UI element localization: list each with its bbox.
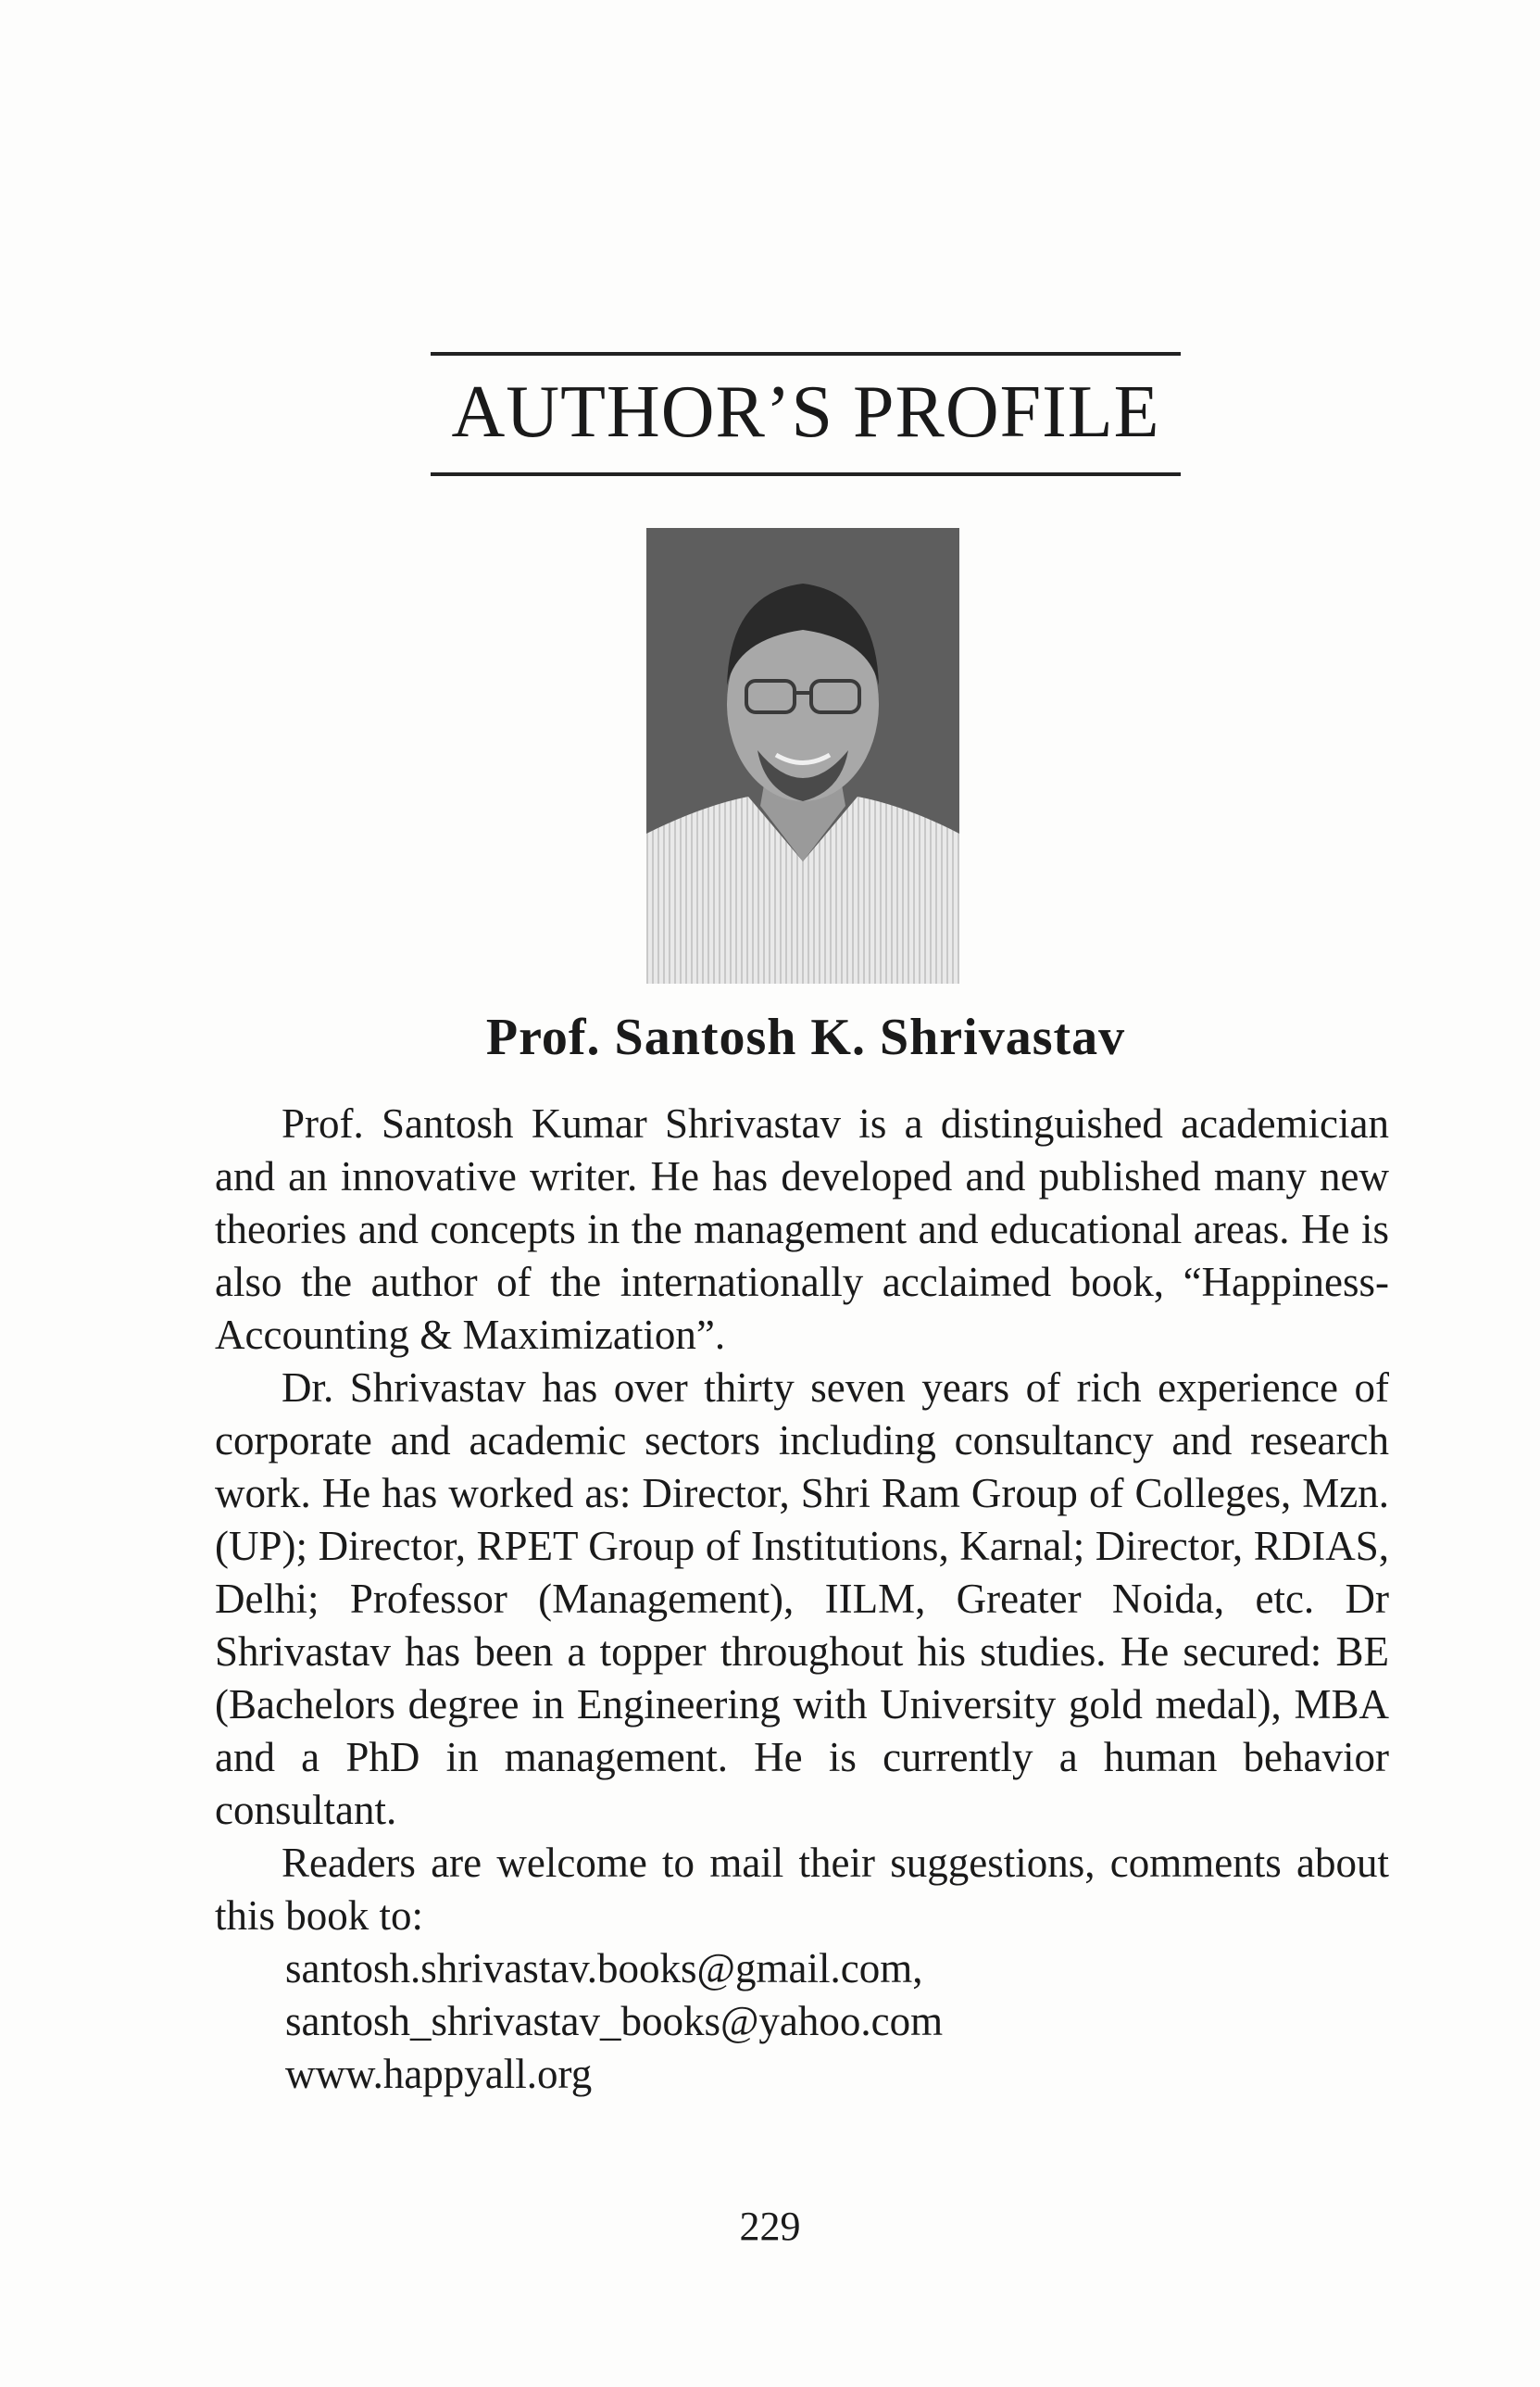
page-number: 229 xyxy=(739,2204,801,2249)
author-photo xyxy=(646,528,959,984)
profile-paragraph-1: Prof. Santosh Kumar Shrivastav is a distinguished academician and an innovative writer. He has developed and published many new theories and concepts in the management and educational areas. He is also the author of the internationally acclaimed book, “Happiness- Accounting & Maximization”. xyxy=(215,1100,1389,1358)
page-heading: AUTHOR’S PROFILE xyxy=(451,371,1160,453)
contact-email-yahoo: santosh_shrivastav_books@yahoo.com xyxy=(285,1998,944,2044)
profile-paragraph-2: Dr. Shrivastav has over thirty seven years of rich experience of corporate and academic sectors including consultancy and research work. He has worked as: Director, Shri Ram Group of Colleges, Mzn. (UP); Director, RPET Group of Institutions, Karnal; Director, RDIAS, Delhi; Professor (Management), IILM, Greater Noida, etc. Dr Shrivastav has been a topper throughout his studies. He secured: BE (Bachelors degree in Engineering with University gold medal), MBA and a PhD in management. He is currently a human behavior consultant. xyxy=(215,1364,1389,1833)
heading-rule-bottom xyxy=(431,472,1181,476)
heading-rule-top xyxy=(431,352,1181,356)
contact-list xyxy=(215,1942,1389,2101)
contact-website: www.happyall.org xyxy=(285,2051,593,2097)
contact-email-gmail: santosh.shrivastav.books@gmail.com, xyxy=(285,1945,923,1991)
author-name: Prof. Santosh K. Shrivastav xyxy=(485,1009,1126,1066)
profile-text xyxy=(215,1098,1389,2101)
profile-paragraph-3: Readers are welcome to mail their suggestions, comments about this book to: xyxy=(215,1840,1389,1939)
